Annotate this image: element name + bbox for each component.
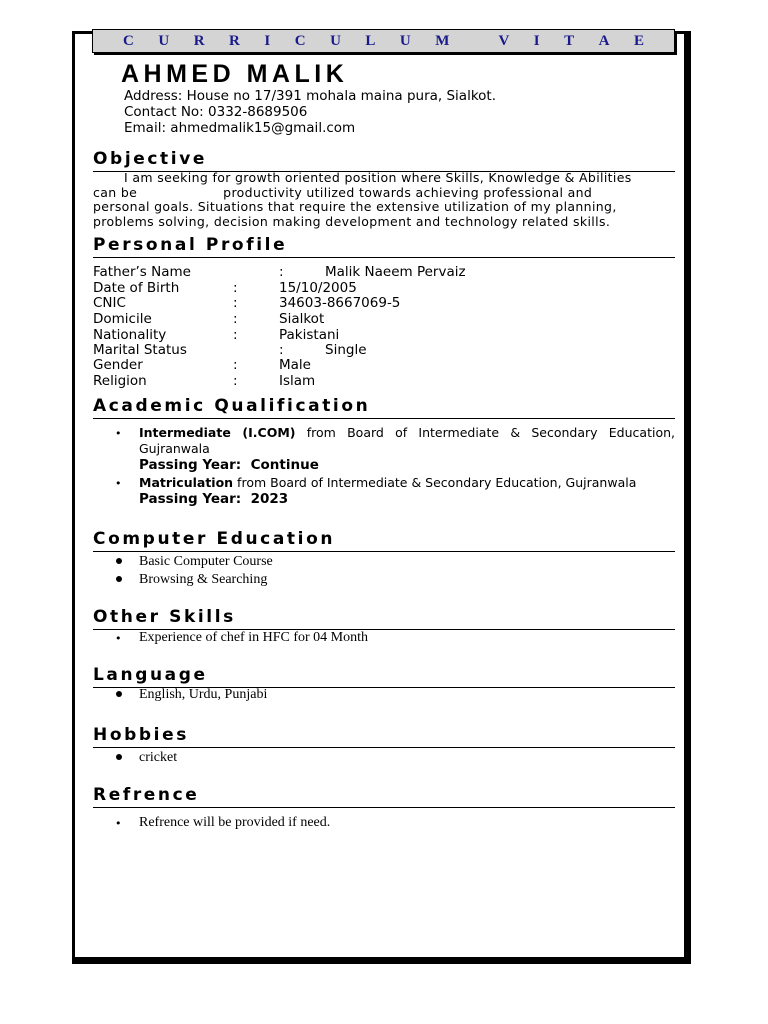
list-item: Browsing & Searching: [139, 572, 268, 587]
profile-label: Date of Birth: [93, 280, 180, 296]
banner-letter: E: [633, 32, 644, 49]
degree-name: Intermediate (I.COM): [139, 425, 296, 440]
profile-separator: :: [233, 311, 238, 327]
profile-value: 34603-8667069-5: [279, 295, 401, 311]
bullet-dot-icon: [116, 691, 122, 697]
section-title-refrence: Refrence: [93, 785, 675, 808]
objective-text: [93, 171, 675, 229]
banner-letter: M: [435, 32, 450, 49]
banner-letter: C: [123, 32, 134, 49]
curriculum-vitae-banner: [92, 29, 675, 53]
banner-letter: I: [264, 32, 271, 49]
passing-label: Passing Year:: [139, 457, 242, 473]
section-title-language: Language: [93, 665, 675, 688]
objective-line: [93, 186, 675, 201]
banner-letter: R: [193, 32, 205, 49]
bullet-dot-icon: [116, 576, 122, 582]
objective-fragment: can be: [93, 184, 138, 200]
list-item: Refrence will be provided if need.: [139, 815, 331, 830]
banner-letter: C: [294, 32, 306, 49]
bullet-icon: •: [115, 477, 122, 490]
degree-board: from Board of Intermediate & Secondary Education, Gujranwala: [233, 475, 637, 490]
objective-fragment: productivity utilized towards achieving professional and: [223, 184, 593, 200]
profile-label: Domicile: [93, 311, 152, 327]
profile-value: 15/10/2005: [279, 280, 357, 296]
banner-letter: U: [158, 32, 170, 49]
banner-letter: T: [564, 32, 575, 49]
banner-letter: L: [365, 32, 376, 49]
profile-label: Nationality: [93, 327, 167, 343]
profile-value: Male: [279, 357, 311, 373]
passing-value: 2023: [250, 491, 289, 507]
list-item: English, Urdu, Punjabi: [139, 687, 268, 702]
profile-value: Malik Naeem Pervaiz: [325, 264, 466, 280]
list-item: cricket: [139, 750, 178, 765]
banner-letter: V: [498, 32, 510, 49]
list-item: Basic Computer Course: [139, 554, 273, 569]
profile-label: Father’s Name: [93, 264, 191, 280]
profile-separator: :: [233, 373, 238, 389]
objective-line: I am seeking for growth oriented position where Skills, Knowledge & Abilities: [124, 170, 632, 185]
bullet-dot-icon: [116, 754, 122, 760]
section-title-objective: Objective: [93, 149, 675, 172]
list-item: Experience of chef in HFC for 04 Month: [139, 630, 368, 645]
passing-year-intermediate: [139, 457, 319, 473]
banner-letter: U: [399, 32, 411, 49]
section-title-other-skills: Other Skills: [93, 607, 675, 630]
banner-letter: R: [229, 32, 240, 49]
degree-name: Matriculation: [139, 475, 234, 490]
profile-label: Marital Status: [93, 342, 187, 358]
section-title-personal-profile: Personal Profile: [93, 235, 675, 258]
bullet-dot-icon: [116, 558, 122, 564]
objective-line: problems solving, decision making development and technology related skills.: [93, 213, 611, 229]
passing-year-matriculation: [139, 491, 288, 507]
profile-separator: :: [279, 264, 284, 280]
profile-separator: :: [279, 342, 284, 358]
profile-separator: :: [233, 327, 238, 343]
bullet-icon: •: [115, 817, 122, 830]
profile-label: Religion: [93, 373, 147, 389]
address-line: Address: House no 17/391 mohala maina pura, Sialkot.: [124, 88, 496, 104]
banner-letter: U: [330, 32, 341, 49]
objective-line: personal goals. Situations that require the extensive utilization of my planning,: [93, 199, 617, 214]
academic-intermediate: [139, 425, 675, 457]
profile-value: Single: [325, 342, 367, 358]
section-title-computer: Computer Education: [93, 529, 675, 552]
profile-label: CNIC: [93, 295, 126, 311]
profile-value: Islam: [279, 373, 316, 389]
profile-value: Sialkot: [279, 311, 325, 327]
passing-value: Continue: [250, 457, 319, 473]
degree-board: from Board of Intermediate & Secondary Education, Gujranwala: [139, 425, 675, 456]
profile-separator: :: [233, 295, 238, 311]
applicant-name: AHMED MALIK: [121, 60, 349, 88]
profile-separator: :: [233, 280, 238, 296]
profile-label: Gender: [93, 357, 143, 373]
profile-value: Pakistani: [279, 327, 340, 343]
bullet-icon: •: [115, 427, 122, 440]
section-title-hobbies: Hobbies: [93, 725, 675, 748]
phone-line: Contact No: 0332-8689506: [124, 104, 308, 120]
email-line: Email: ahmedmalik15@gmail.com: [124, 120, 356, 136]
banner-letter: A: [598, 32, 610, 49]
profile-separator: :: [233, 357, 238, 373]
bullet-icon: •: [115, 632, 122, 645]
section-title-academic: Academic Qualification: [93, 396, 675, 419]
passing-label: Passing Year:: [139, 491, 242, 507]
banner-letter: I: [533, 32, 540, 49]
academic-matriculation: [139, 475, 675, 491]
